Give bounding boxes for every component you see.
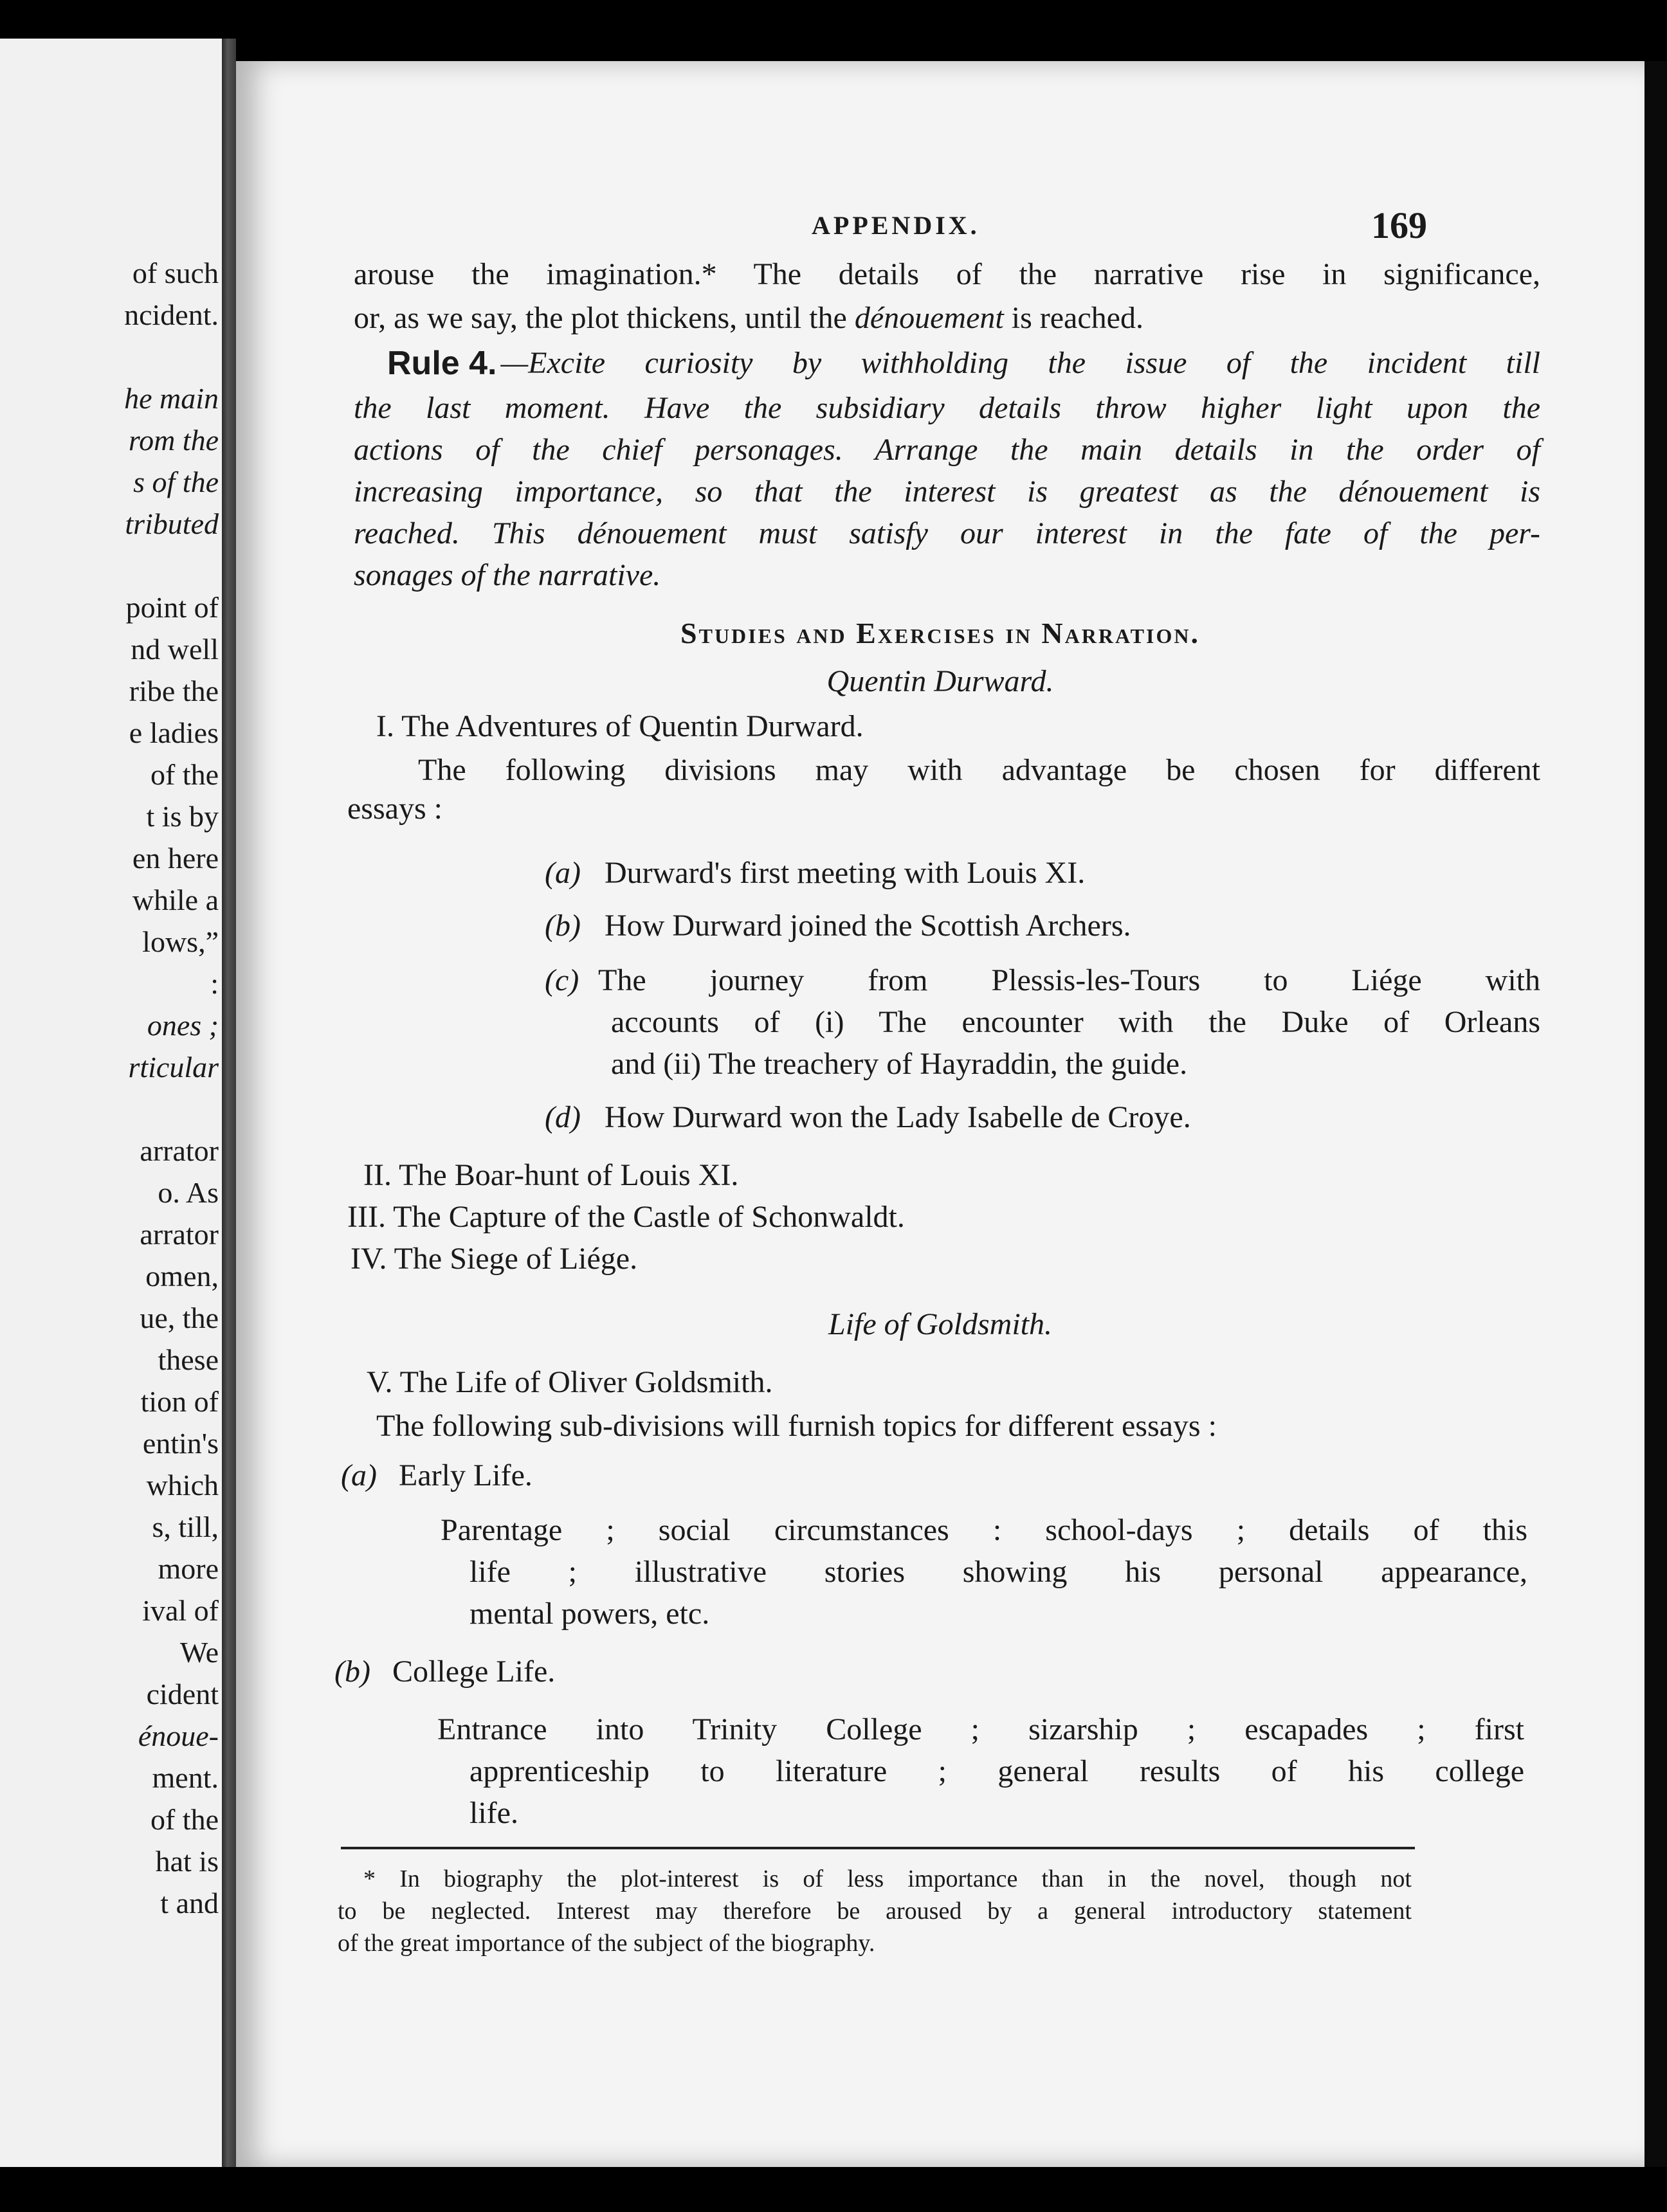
left-page-fragment: cident <box>146 1678 219 1710</box>
left-page-fragment: t and <box>160 1887 219 1919</box>
intro-line-2-c: is reached. <box>1003 301 1143 335</box>
scan-bottom-border <box>0 2167 1667 2212</box>
early-desc-2: life ; illustrative stories showing his personal appearance, <box>469 1555 1527 1589</box>
left-page-fragment: of the <box>150 758 219 791</box>
left-page-fragment: more <box>158 1552 219 1585</box>
sub-a-label: (a) <box>545 856 581 890</box>
rule-line-6: sonages of the narrative. <box>354 558 661 592</box>
left-page-fragment: tributed <box>125 507 219 540</box>
sub-c-line-2: accounts of (i) The encounter with the Duke of Orleans <box>611 1005 1540 1039</box>
footnote-rule <box>341 1847 1415 1849</box>
rule-line-3: actions of the chief personages. Arrange the main details in the order of <box>354 433 1540 467</box>
left-page-fragment: these <box>158 1343 219 1376</box>
left-page-fragment: ribe the <box>129 675 219 707</box>
book-gutter <box>222 39 236 2173</box>
college-desc-3: life. <box>469 1796 518 1830</box>
left-page-fragment: ival of <box>142 1594 219 1627</box>
left-page-fragment: omen, <box>145 1260 219 1292</box>
rule-label: Rule 4. <box>387 345 497 382</box>
early-life-heading: Early Life. <box>399 1458 533 1492</box>
rule-line-2: the last moment. Have the subsidiary details throw higher light upon the <box>354 391 1540 425</box>
divisions-line-1: The following divisions may with advantage be chosen for different <box>418 753 1540 787</box>
left-page-fragment: t is by <box>146 800 219 833</box>
subheading-quentin: Quentin Durward. <box>826 664 1054 698</box>
left-page-fragment: o. As <box>158 1176 219 1209</box>
left-page-fragment: ue, the <box>140 1301 219 1334</box>
left-page-edge <box>0 39 222 2173</box>
scan-right-border <box>1644 61 1667 2167</box>
subheading-goldsmith: Life of Goldsmith. <box>828 1307 1053 1341</box>
sub-a: Durward's first meeting with Louis XI. <box>605 856 1086 890</box>
left-page-fragment: énoue- <box>138 1719 219 1752</box>
left-page-fragment: while a <box>132 884 219 916</box>
left-page-fragment: of such <box>132 257 219 289</box>
left-page-fragment: he main <box>124 382 219 415</box>
left-page-fragment: hat is <box>155 1845 219 1878</box>
rule-line-1-text: —Excite curiosity by withholding the issue of the incident till <box>500 346 1540 380</box>
rule-line-5: reached. This dénouement must satisfy our interest in the fate of the per- <box>354 516 1540 550</box>
college-label: (b) <box>334 1654 370 1689</box>
sub-d-label: (d) <box>545 1100 581 1134</box>
sub-c-label: (c) <box>545 963 579 997</box>
early-label: (a) <box>341 1458 377 1492</box>
sub-b-label: (b) <box>545 909 581 943</box>
footnote-line-1: * In biography the plot-interest is of less importance than in the novel, though not <box>363 1865 1412 1892</box>
left-page-fragment: s of the <box>133 466 219 498</box>
item-4: IV. The Siege of Liége. <box>351 1242 638 1276</box>
rule-line-4: increasing importance, so that the interest is greatest as the dénouement is <box>354 475 1540 509</box>
left-page-fragment: ncident. <box>124 298 219 331</box>
running-header: APPENDIX. <box>812 211 980 240</box>
sub-c-line-3: and (ii) The treachery of Hayraddin, the guide. <box>611 1047 1188 1081</box>
item-5: V. The Life of Oliver Goldsmith. <box>367 1365 773 1399</box>
rule-line-1 <box>387 344 1540 383</box>
left-page-fragment: e ladies <box>129 716 219 749</box>
left-page-fragment: which <box>146 1469 219 1501</box>
left-page-fragment: rticular <box>128 1051 219 1083</box>
divisions-line-2: essays : <box>347 792 442 826</box>
left-page-fragment: : <box>210 967 219 1000</box>
left-page-fragment: nd well <box>131 633 219 666</box>
left-page-fragment: arrator <box>140 1134 219 1167</box>
intro-denouement: dénouement <box>854 301 1004 335</box>
left-page-fragment: en here <box>132 842 219 875</box>
footnote-line-2: to be neglected. Interest may therefore be aroused by a general introductory statement <box>338 1898 1412 1925</box>
left-page-fragment: ment. <box>152 1761 219 1794</box>
left-page-fragment: rom the <box>128 424 219 457</box>
early-desc-1: Parentage ; social circumstances : school-days ; details of this <box>441 1513 1527 1547</box>
left-page-fragment: of the <box>150 1803 219 1836</box>
main-page <box>236 61 1644 2167</box>
left-page-fragment: point of <box>125 591 219 624</box>
left-page-fragment: lows,” <box>142 925 219 958</box>
page-number: 169 <box>1371 204 1427 246</box>
item-1: I. The Adventures of Quentin Durward. <box>376 709 864 743</box>
left-page-fragment: entin's <box>142 1427 219 1460</box>
subdivisions-intro: The following sub-divisions will furnish topics for different essays : <box>376 1409 1217 1443</box>
item-2: II. The Boar-hunt of Louis XI. <box>363 1158 739 1192</box>
early-desc-3: mental powers, etc. <box>469 1597 710 1631</box>
intro-line-2-a: or, as we say, the plot thickens, until the <box>354 301 855 335</box>
sub-b: How Durward joined the Scottish Archers. <box>605 909 1131 943</box>
college-life-heading: College Life. <box>392 1654 556 1689</box>
left-page-fragment: ones ; <box>147 1009 219 1042</box>
footnote-line-3: of the great importance of the subject of the biography. <box>338 1930 875 1957</box>
left-page-fragment: arrator <box>140 1218 219 1251</box>
college-desc-1: Entrance into Trinity College ; sizarship ; escapades ; first <box>437 1712 1524 1746</box>
sub-d: How Durward won the Lady Isabelle de Croye. <box>605 1100 1191 1134</box>
scan-top-border <box>0 0 1667 64</box>
sub-c-line-1: The journey from Plessis-les-Tours to Liége with <box>598 963 1540 997</box>
left-page-fragment: tion of <box>140 1385 219 1418</box>
college-desc-2: apprenticeship to literature ; general results of his college <box>469 1754 1524 1788</box>
intro-line-1: arouse the imagination.* The details of the narrative rise in significance, <box>354 257 1540 291</box>
left-page-fragment: We <box>179 1636 219 1669</box>
studies-heading: Studies and Exercises in Narration. <box>680 617 1200 649</box>
intro-line-2 <box>354 299 1143 338</box>
left-page-fragment: s, till, <box>152 1510 219 1543</box>
item-3: III. The Capture of the Castle of Schonwaldt. <box>347 1200 905 1234</box>
